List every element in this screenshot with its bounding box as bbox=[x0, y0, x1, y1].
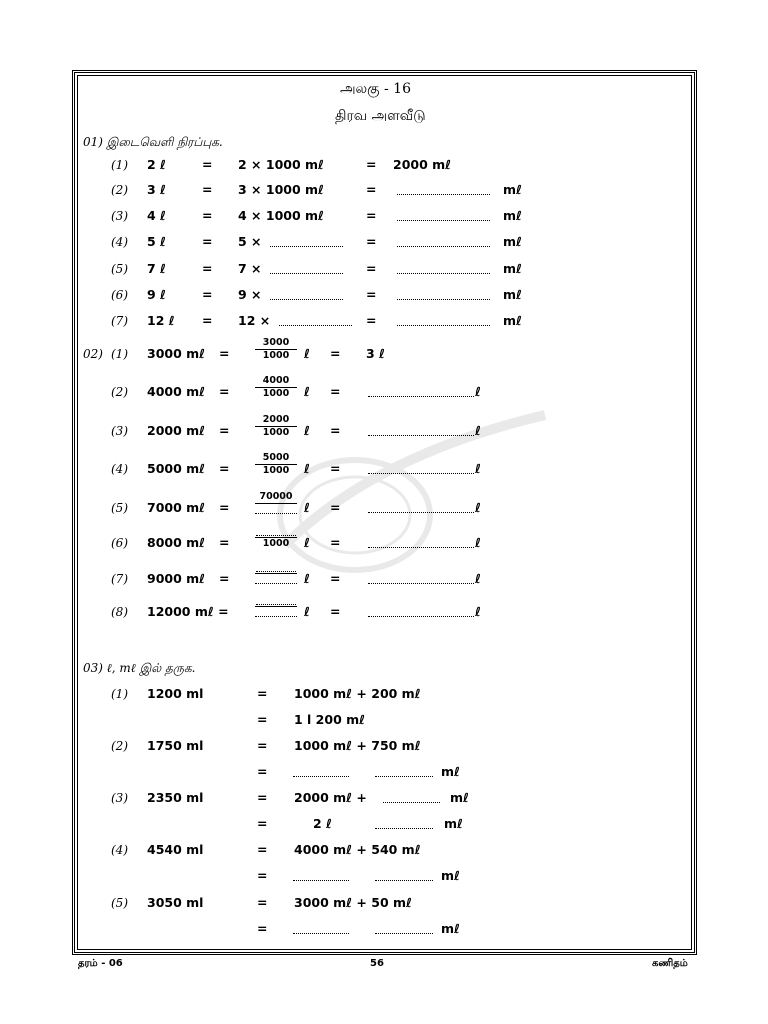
answer-blank[interactable] bbox=[293, 776, 349, 777]
equals-sign: = bbox=[366, 182, 377, 197]
split-expression: 1000 mℓ + 750 mℓ bbox=[294, 738, 421, 753]
litre-result: 1 l 200 mℓ bbox=[294, 712, 366, 727]
equals-sign: = bbox=[330, 461, 341, 476]
item-number: (3) bbox=[111, 791, 128, 805]
equals-sign: = bbox=[366, 208, 377, 223]
litre-symbol: ℓ bbox=[304, 384, 310, 399]
litre-symbol: ℓ bbox=[304, 461, 310, 476]
multiplier-blank[interactable] bbox=[279, 325, 352, 326]
equals-sign: = bbox=[366, 287, 377, 302]
q2-label: 02) bbox=[83, 347, 103, 361]
unit-label: mℓ bbox=[441, 764, 460, 779]
answer-blank[interactable] bbox=[397, 299, 490, 300]
item-number: (5) bbox=[111, 896, 128, 910]
equals-sign: = bbox=[202, 313, 213, 328]
millilitre-value: 3000 mℓ bbox=[147, 346, 206, 361]
equals-sign: = bbox=[219, 571, 230, 586]
millilitre-value: 4000 mℓ bbox=[147, 384, 206, 399]
split-expression: 3000 mℓ + 50 mℓ bbox=[294, 895, 412, 910]
millilitre-value: 2000 mℓ bbox=[147, 423, 206, 438]
numerator[interactable] bbox=[255, 526, 297, 538]
litre-value: 2 ℓ bbox=[147, 157, 166, 172]
equals-sign: = bbox=[257, 895, 268, 910]
equals-sign: = bbox=[219, 384, 230, 399]
litre-symbol: ℓ bbox=[304, 346, 310, 361]
item-number: (7) bbox=[111, 314, 128, 328]
equals-sign: = bbox=[202, 208, 213, 223]
answer-value: 2000 mℓ bbox=[393, 157, 452, 172]
denominator[interactable] bbox=[255, 574, 297, 584]
equals-sign: = bbox=[219, 423, 230, 438]
equals-sign: = bbox=[219, 461, 230, 476]
multiplication: 7 × bbox=[238, 261, 262, 276]
answer-blank[interactable] bbox=[293, 880, 349, 881]
answer-blank[interactable] bbox=[368, 547, 474, 548]
q3-label: 03) ℓ, mℓ இல் தருக. bbox=[83, 661, 196, 675]
millilitre-value: 9000 mℓ bbox=[147, 571, 206, 586]
equals-sign: = bbox=[219, 500, 230, 515]
denominator: 1000 bbox=[262, 538, 290, 549]
equals-sign: = bbox=[257, 816, 268, 831]
item-number: (4) bbox=[111, 462, 128, 476]
numerator: 2000 bbox=[255, 414, 297, 427]
millilitre-value: 2350 ml bbox=[147, 790, 204, 805]
equals-sign: = bbox=[257, 712, 268, 727]
answer-blank[interactable] bbox=[397, 325, 490, 326]
unit-label: mℓ bbox=[441, 868, 460, 883]
equals-sign: = bbox=[202, 182, 213, 197]
item-number: (5) bbox=[111, 262, 128, 276]
answer-blank[interactable] bbox=[368, 512, 474, 513]
numerator: 4000 bbox=[255, 375, 297, 388]
equals-sign: = bbox=[219, 346, 230, 361]
item-number: (8) bbox=[111, 605, 128, 619]
denominator: 1000 bbox=[262, 465, 290, 476]
answer-blank[interactable] bbox=[368, 396, 474, 397]
answer-blank[interactable] bbox=[397, 273, 490, 274]
fraction bbox=[255, 375, 297, 400]
page-title: திரவ அளவீடு bbox=[335, 108, 426, 124]
item-number: (2) bbox=[111, 739, 128, 753]
fraction bbox=[255, 526, 297, 550]
millilitre-value: 1750 ml bbox=[147, 738, 204, 753]
multiplication: 12 × bbox=[238, 313, 271, 328]
millilitre-value: 8000 mℓ bbox=[147, 535, 206, 550]
equals-sign: = bbox=[330, 535, 341, 550]
multiplication: 4 × 1000 mℓ bbox=[238, 208, 324, 223]
litre-value: 12 ℓ bbox=[147, 313, 175, 328]
litre-value: 3 ℓ bbox=[147, 182, 166, 197]
unit-label: ℓ bbox=[475, 535, 481, 550]
q1-label: 01) இடைவெளி நிரப்புக. bbox=[83, 135, 223, 149]
litre-value: 5 ℓ bbox=[147, 234, 166, 249]
item-number: (6) bbox=[111, 536, 128, 550]
equals-sign: = bbox=[202, 234, 213, 249]
footer-subject: கணிதம் bbox=[652, 958, 688, 969]
unit-label: mℓ bbox=[503, 208, 522, 223]
equals-sign: = bbox=[202, 261, 213, 276]
denominator: 1000 bbox=[262, 350, 290, 361]
unit-label: mℓ bbox=[503, 182, 522, 197]
litre-symbol: ℓ bbox=[304, 500, 310, 515]
answer-blank[interactable] bbox=[375, 880, 433, 881]
item-number: (3) bbox=[111, 209, 128, 223]
equals-sign: = bbox=[257, 790, 268, 805]
equals-sign: = bbox=[366, 261, 377, 276]
footer-page-number: 56 bbox=[370, 958, 384, 969]
numerator: 3000 bbox=[255, 337, 297, 350]
litre-result: 2 ℓ bbox=[313, 816, 332, 831]
item-number: (1) bbox=[111, 687, 128, 701]
equals-sign: = bbox=[257, 686, 268, 701]
item-number: (3) bbox=[111, 424, 128, 438]
item-number: (7) bbox=[111, 572, 128, 586]
equals-sign: = bbox=[257, 868, 268, 883]
litre-value: 4 ℓ bbox=[147, 208, 166, 223]
numerator: 5000 bbox=[255, 452, 297, 465]
millilitre-value: 4540 ml bbox=[147, 842, 204, 857]
unit-heading: அலகு - 16 bbox=[340, 81, 411, 97]
answer-blank[interactable] bbox=[368, 473, 474, 474]
unit-label: mℓ bbox=[503, 234, 522, 249]
unit-label: ℓ bbox=[475, 461, 481, 476]
fraction bbox=[255, 414, 297, 439]
denominator[interactable] bbox=[255, 607, 297, 617]
numerator: 70000 bbox=[255, 491, 297, 504]
answer-blank[interactable] bbox=[397, 246, 490, 247]
footer-grade: தரம் - 06 bbox=[78, 958, 123, 969]
answer-blank[interactable] bbox=[397, 194, 490, 195]
equals-sign: = bbox=[366, 234, 377, 249]
answer-blank[interactable] bbox=[368, 616, 474, 617]
answer-value: 3 ℓ bbox=[366, 346, 385, 361]
answer-blank[interactable] bbox=[383, 802, 440, 803]
split-expression: 2000 mℓ + bbox=[294, 790, 367, 805]
answer-blank[interactable] bbox=[293, 933, 349, 934]
equals-sign: = bbox=[366, 157, 377, 172]
multiplier-blank[interactable] bbox=[270, 273, 343, 274]
item-number: (2) bbox=[111, 385, 128, 399]
unit-label: ℓ bbox=[475, 571, 481, 586]
item-number: (1) bbox=[111, 347, 128, 361]
answer-blank[interactable] bbox=[397, 220, 490, 221]
equals-sign: = bbox=[330, 384, 341, 399]
item-number: (4) bbox=[111, 235, 128, 249]
unit-label: mℓ bbox=[444, 816, 463, 831]
unit-label: mℓ bbox=[450, 790, 469, 805]
unit-label: mℓ bbox=[503, 313, 522, 328]
item-number: (4) bbox=[111, 843, 128, 857]
unit-label: ℓ bbox=[475, 500, 481, 515]
answer-blank[interactable] bbox=[375, 933, 433, 934]
multiplication: 2 × 1000 mℓ bbox=[238, 157, 324, 172]
litre-value: 7 ℓ bbox=[147, 261, 166, 276]
answer-blank[interactable] bbox=[375, 776, 433, 777]
multiplication: 9 × bbox=[238, 287, 262, 302]
answer-blank[interactable] bbox=[375, 828, 433, 829]
item-number: (2) bbox=[111, 183, 128, 197]
equals-sign: = bbox=[257, 738, 268, 753]
multiplication: 3 × 1000 mℓ bbox=[238, 182, 324, 197]
equals-sign: = bbox=[219, 535, 230, 550]
equals-sign: = bbox=[257, 764, 268, 779]
numerator[interactable] bbox=[255, 562, 297, 574]
multiplication: 5 × bbox=[238, 234, 262, 249]
equals-sign: = bbox=[330, 346, 341, 361]
litre-value: 9 ℓ bbox=[147, 287, 166, 302]
equals-sign: = bbox=[330, 423, 341, 438]
fraction bbox=[255, 337, 297, 362]
equals-sign: = bbox=[330, 571, 341, 586]
unit-label: ℓ bbox=[475, 384, 481, 399]
litre-symbol: ℓ bbox=[304, 571, 310, 586]
equals-sign: = bbox=[257, 921, 268, 936]
equals-sign: = bbox=[330, 604, 341, 619]
unit-label: ℓ bbox=[475, 423, 481, 438]
millilitre-value: 5000 mℓ bbox=[147, 461, 206, 476]
item-number: (6) bbox=[111, 288, 128, 302]
litre-symbol: ℓ bbox=[304, 604, 310, 619]
equals-sign: = bbox=[257, 842, 268, 857]
unit-label: mℓ bbox=[441, 921, 460, 936]
split-expression: 1000 mℓ + 200 mℓ bbox=[294, 686, 421, 701]
millilitre-value: 1200 ml bbox=[147, 686, 204, 701]
unit-label: mℓ bbox=[503, 261, 522, 276]
denominator: 1000 bbox=[262, 388, 290, 399]
unit-label: ℓ bbox=[475, 604, 481, 619]
numerator[interactable] bbox=[255, 595, 297, 607]
millilitre-value: 3050 ml bbox=[147, 895, 204, 910]
multiplier-blank[interactable] bbox=[270, 299, 343, 300]
fraction bbox=[255, 595, 297, 618]
fraction bbox=[255, 452, 297, 477]
litre-symbol: ℓ bbox=[304, 535, 310, 550]
multiplier-blank[interactable] bbox=[270, 246, 343, 247]
equals-sign: = bbox=[202, 287, 213, 302]
answer-blank[interactable] bbox=[368, 435, 474, 436]
item-number: (1) bbox=[111, 158, 128, 172]
fraction bbox=[255, 562, 297, 585]
equals-sign: = bbox=[366, 313, 377, 328]
denominator: 1000 bbox=[262, 427, 290, 438]
item-number: (5) bbox=[111, 501, 128, 515]
litre-symbol: ℓ bbox=[304, 423, 310, 438]
split-expression: 4000 mℓ + 540 mℓ bbox=[294, 842, 421, 857]
equals-sign: = bbox=[202, 157, 213, 172]
unit-label: mℓ bbox=[503, 287, 522, 302]
denominator[interactable] bbox=[255, 504, 297, 514]
fraction bbox=[255, 491, 297, 515]
equals-sign: = bbox=[330, 500, 341, 515]
answer-blank[interactable] bbox=[368, 583, 474, 584]
millilitre-value: 7000 mℓ bbox=[147, 500, 206, 515]
millilitre-value: 12000 mℓ = bbox=[147, 604, 229, 619]
